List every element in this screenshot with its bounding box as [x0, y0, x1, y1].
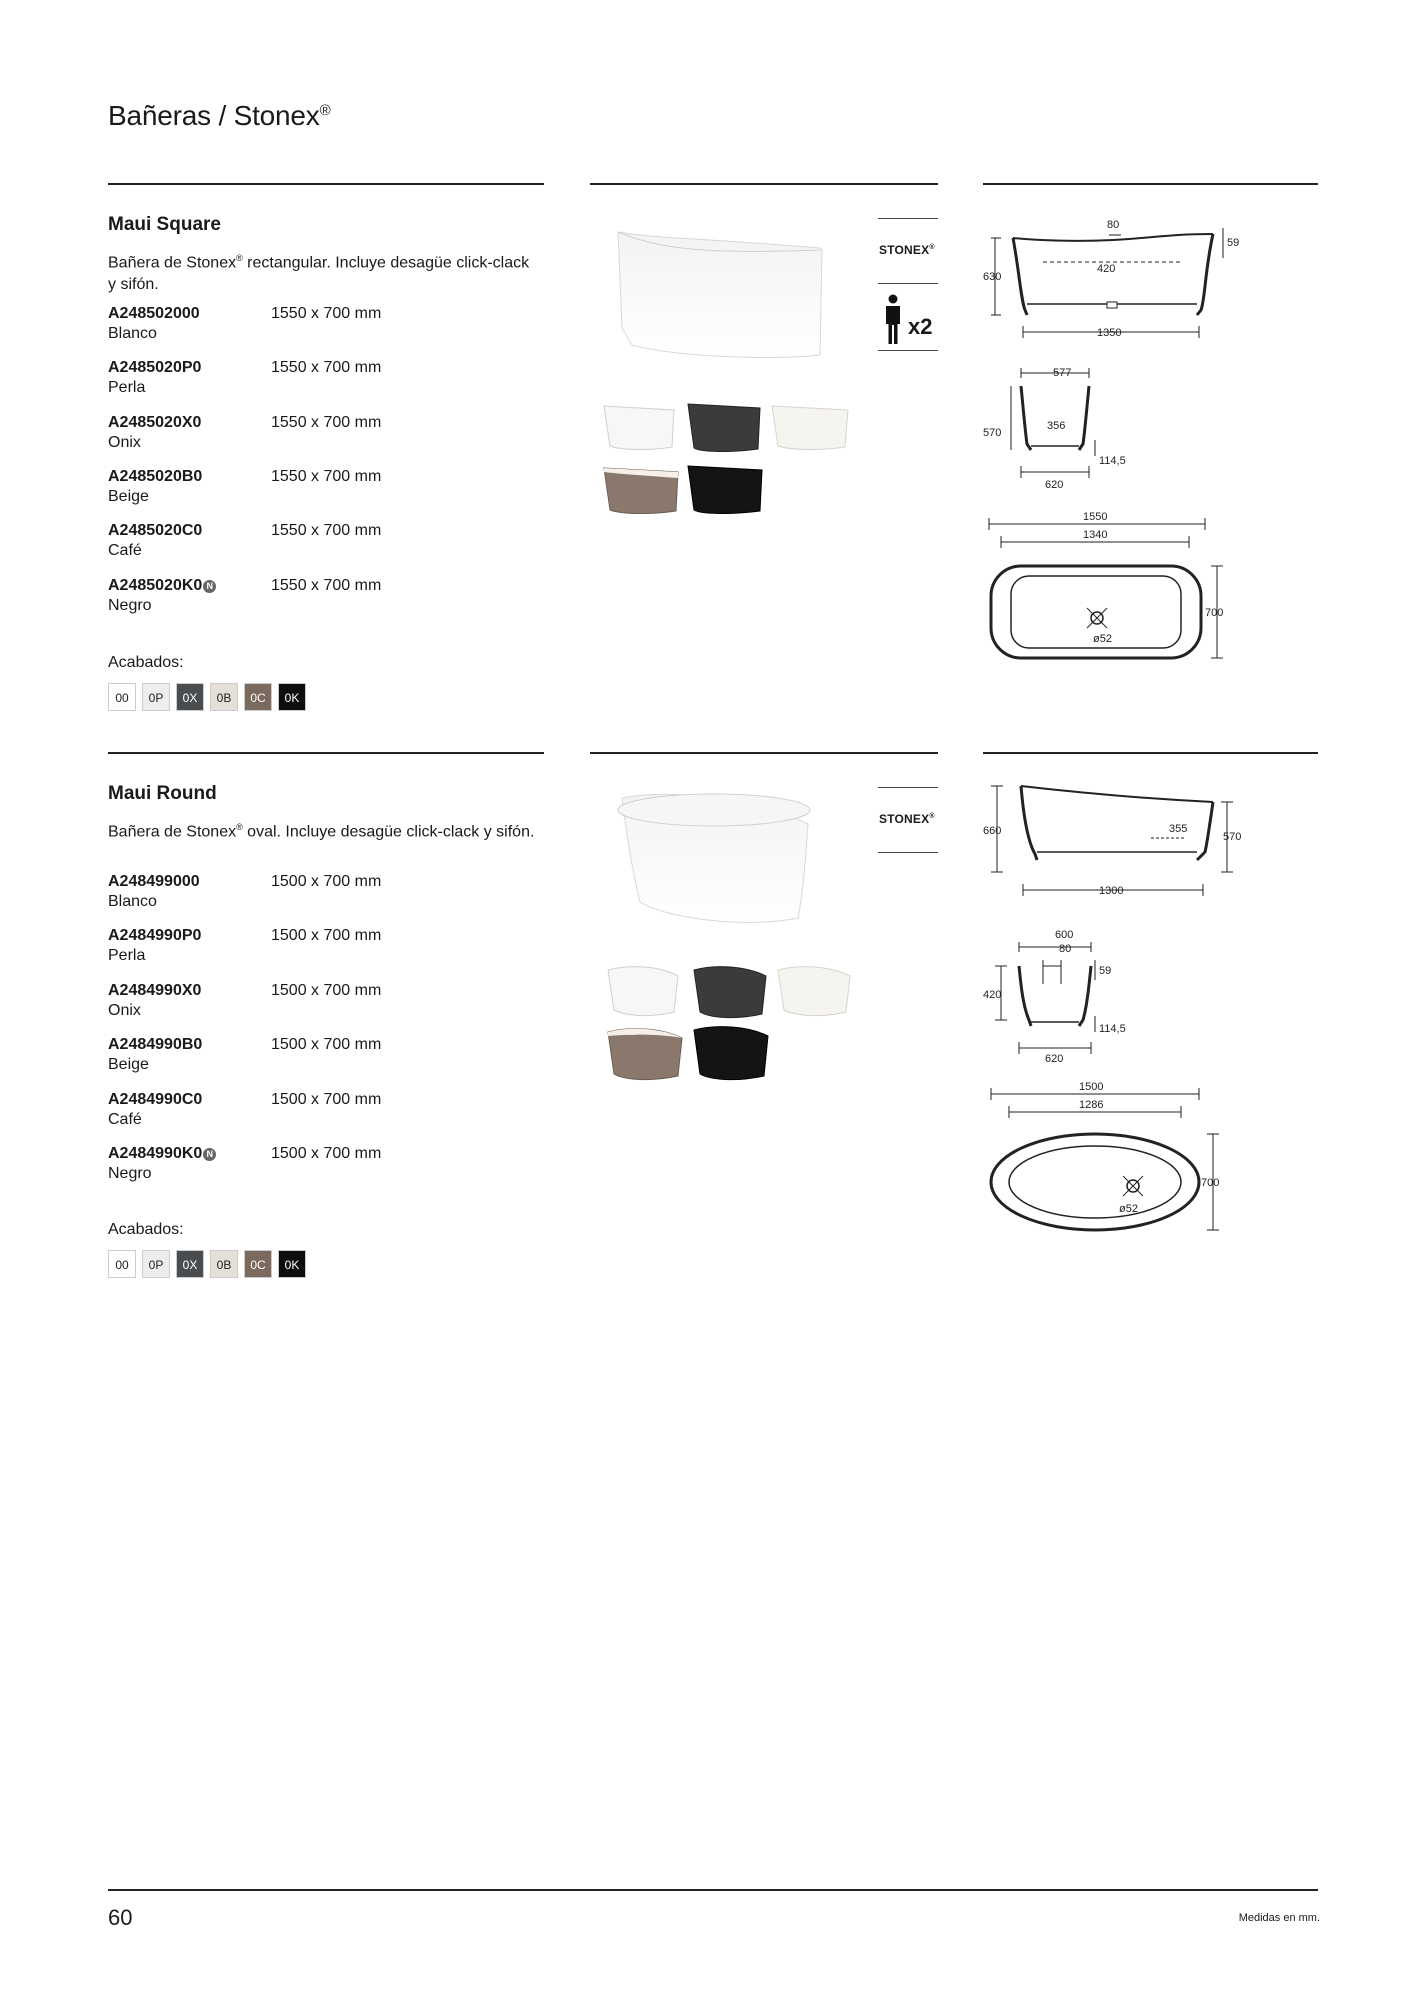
- finish-swatch[interactable]: 0B: [210, 1250, 238, 1278]
- side-elevation-drawing: [991, 228, 1223, 338]
- dimension-label: 700: [1201, 1177, 1220, 1189]
- product-images: [590, 780, 880, 1100]
- section-divider: [108, 183, 544, 185]
- variant-code: A2484990B0: [108, 1036, 203, 1053]
- variant-color: Negro: [108, 597, 152, 614]
- variant-row: [108, 873, 438, 911]
- dimension-label: 420: [983, 989, 1002, 1001]
- variant-color: Beige: [108, 488, 149, 505]
- variant-size: 1550 x 700 mm: [271, 359, 382, 376]
- dimension-label: 114,5: [1099, 1023, 1126, 1035]
- variant-row: [108, 1145, 438, 1183]
- finish-swatch[interactable]: 00: [108, 1250, 136, 1278]
- variant-color: Café: [108, 542, 142, 559]
- registered-mark: ®: [319, 102, 331, 119]
- variant-code: A248499000: [108, 873, 200, 890]
- finish-swatch[interactable]: 0X: [176, 1250, 204, 1278]
- variant-code: A2484990C0: [108, 1091, 203, 1108]
- product-description: [108, 816, 538, 843]
- dimension-label: 1350: [1097, 327, 1122, 339]
- variant-row: [108, 468, 438, 506]
- dimension-label: 80: [1107, 219, 1120, 231]
- finishes-label: Acabados:: [108, 654, 184, 671]
- dimension-label: 600: [1055, 929, 1074, 941]
- variant-color: Blanco: [108, 325, 157, 342]
- dimension-label: 1300: [1099, 885, 1124, 897]
- section-divider: [983, 183, 1318, 185]
- registered-mark: ®: [236, 822, 243, 832]
- dimension-label: 1500: [1079, 1081, 1104, 1093]
- color-variant-thumbnails: [604, 404, 848, 514]
- variant-code: A2484990P0: [108, 927, 202, 944]
- finish-swatch[interactable]: 0C: [244, 1250, 272, 1278]
- variant-color: Negro: [108, 1165, 152, 1182]
- description-text: oval. Incluye desagüe click-clack y sifón.: [242, 823, 535, 841]
- finish-swatch[interactable]: 0K: [278, 1250, 306, 1278]
- registered-mark: ®: [236, 253, 243, 263]
- dimension-label: 1340: [1083, 529, 1108, 541]
- variant-size: 1550 x 700 mm: [271, 522, 382, 539]
- dimension-label: 356: [1047, 420, 1066, 432]
- dimension-label: ø52: [1119, 1203, 1138, 1215]
- dimension-label: 577: [1053, 367, 1072, 379]
- finishes-label: Acabados:: [108, 1221, 184, 1238]
- variant-row: [108, 1036, 438, 1074]
- registered-mark: ®: [929, 244, 935, 251]
- stonex-tag: [879, 812, 935, 826]
- page-number: 60: [108, 1905, 133, 1930]
- dimension-label: 570: [983, 427, 1002, 439]
- variant-row: [108, 1091, 438, 1129]
- dimension-label: 420: [1097, 263, 1116, 275]
- section-divider: [983, 752, 1318, 754]
- variant-code: A2485020K0: [108, 577, 203, 594]
- finish-swatch[interactable]: 0K: [278, 683, 306, 711]
- stonex-tag: [879, 243, 935, 257]
- finish-swatch[interactable]: 0P: [142, 1250, 170, 1278]
- page-title-text: Bañeras / Stonex: [108, 100, 320, 131]
- variant-code: A2485020B0: [108, 468, 203, 485]
- variant-row: [108, 414, 438, 452]
- variant-size: 1500 x 700 mm: [271, 1145, 382, 1162]
- description-text: Bañera de Stonex: [108, 823, 237, 841]
- plan-view-drawing: [991, 1088, 1219, 1230]
- end-elevation-drawing: [995, 942, 1095, 1054]
- variant-row: [108, 522, 438, 560]
- people-count: x2: [908, 314, 933, 339]
- technical-drawings: [983, 780, 1243, 1240]
- person-icon: [882, 294, 904, 346]
- dimension-label: 59: [1227, 237, 1240, 249]
- variant-color: Perla: [108, 379, 146, 396]
- stonex-tag-text: STONEX: [879, 812, 930, 826]
- tag-divider: [878, 787, 938, 788]
- dimension-label: 1550: [1083, 511, 1108, 523]
- description-text: Bañera de Stonex: [108, 254, 237, 272]
- dimension-label: 114,5: [1099, 455, 1126, 467]
- variant-code: A2485020P0: [108, 359, 202, 376]
- technical-drawings: [983, 210, 1243, 670]
- variant-size: 1550 x 700 mm: [271, 414, 382, 431]
- variant-color: Onix: [108, 1002, 141, 1019]
- dimension-label: 660: [983, 825, 1002, 837]
- bathtub-photo: [618, 232, 822, 358]
- tag-divider: [878, 852, 938, 853]
- dimension-label: ø52: [1093, 633, 1112, 645]
- variant-code: A2485020C0: [108, 522, 203, 539]
- color-variant-thumbnails: [608, 967, 850, 1080]
- product-name: Maui Square: [108, 214, 221, 235]
- new-badge: N: [203, 1148, 216, 1161]
- dimension-label: 570: [1223, 831, 1242, 843]
- product-name: Maui Round: [108, 783, 217, 804]
- people-capacity: [882, 294, 933, 351]
- section-divider: [590, 183, 938, 185]
- finish-swatches: [108, 683, 306, 711]
- variant-size: 1500 x 700 mm: [271, 927, 382, 944]
- tag-divider: [878, 218, 938, 219]
- variant-code: A2484990X0: [108, 982, 202, 999]
- variant-size: 1500 x 700 mm: [271, 982, 382, 999]
- tag-divider: [878, 350, 938, 351]
- product-description: [108, 247, 538, 296]
- registered-mark: ®: [929, 813, 935, 820]
- variant-row: [108, 577, 438, 615]
- dimension-label: 700: [1205, 607, 1224, 619]
- dimension-label: 620: [1045, 1053, 1064, 1065]
- page-title: [108, 100, 330, 132]
- dimension-label: 1286: [1079, 1099, 1104, 1111]
- variant-size: 1550 x 700 mm: [271, 577, 382, 594]
- finish-swatches: [108, 1250, 306, 1278]
- units-footnote: Medidas en mm.: [1238, 1912, 1320, 1924]
- variant-row: [108, 927, 438, 965]
- finish-swatch[interactable]: 0B: [210, 683, 238, 711]
- variant-row: [108, 359, 438, 397]
- variant-color: Blanco: [108, 893, 157, 910]
- footer-divider: [108, 1889, 1318, 1891]
- variant-size: 1500 x 700 mm: [271, 1091, 382, 1108]
- bathtub-photo: [618, 794, 810, 922]
- variant-code: A2485020X0: [108, 414, 202, 431]
- variant-row: [108, 305, 438, 343]
- variant-size: 1550 x 700 mm: [271, 305, 382, 322]
- variant-color: Onix: [108, 434, 141, 451]
- dimension-label: 80: [1059, 943, 1072, 955]
- variant-size: 1500 x 700 mm: [271, 1036, 382, 1053]
- finish-swatch[interactable]: 0P: [142, 683, 170, 711]
- variant-size: 1550 x 700 mm: [271, 468, 382, 485]
- dimension-label: 630: [983, 271, 1002, 283]
- variant-code: A2484990K0: [108, 1145, 203, 1162]
- side-elevation-drawing: [991, 786, 1233, 896]
- product-images: [590, 210, 880, 530]
- variant-size: 1500 x 700 mm: [271, 873, 382, 890]
- description-text: rectangular. Incluye desagüe click-clack y sifón.: [108, 254, 530, 294]
- variant-color: Perla: [108, 947, 146, 964]
- finish-swatch[interactable]: 00: [108, 683, 136, 711]
- section-divider: [108, 752, 544, 754]
- finish-swatch[interactable]: 0C: [244, 683, 272, 711]
- tag-divider: [878, 283, 938, 284]
- stonex-tag-text: STONEX: [879, 243, 930, 257]
- section-divider: [590, 752, 938, 754]
- new-badge: N: [203, 580, 216, 593]
- variant-code: A248502000: [108, 305, 200, 322]
- variant-color: Café: [108, 1111, 142, 1128]
- finish-swatch[interactable]: 0X: [176, 683, 204, 711]
- variant-color: Beige: [108, 1056, 149, 1073]
- dimension-label: 620: [1045, 479, 1064, 491]
- dimension-label: 59: [1099, 965, 1112, 977]
- dimension-label: 355: [1169, 823, 1188, 835]
- variant-row: [108, 982, 438, 1020]
